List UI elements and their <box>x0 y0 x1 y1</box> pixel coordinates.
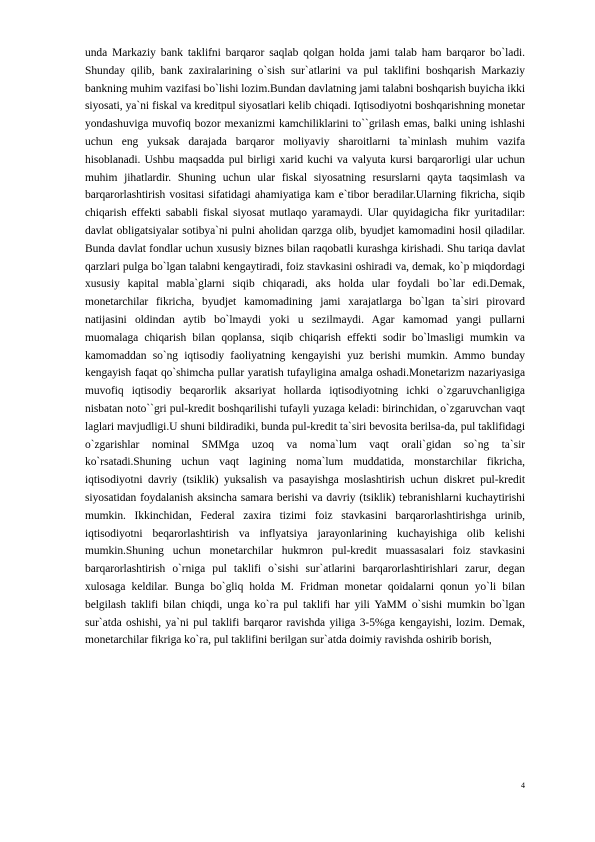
body-paragraph: unda Markaziy bank taklifni barqaror saqlab qolgan holda jami talab ham barqaror bo`ladi. Shunday qilib, bank zaxiralarining o`sish sur`atlarini va pul taklifini boshqarish Markaziy bankning muhim vazifasi bo`lishi lozim.Bundan davlatning jami talabni boshqarish buyicha ikki siyosati, ya`ni fiskal va kreditpul siyosatlari kelib chiqadi. Iqtisodiyotni boshqarishning monetar yondashuviga muvofiq bozor mexanizmi kamchiliklarini to``grilash emas, balki uning ishlashi uchun eng yuksak darajada barqaror moliyaviy sharoitlarni ta`minlash muhim vazifa hisoblanadi. Ushbu maqsadda pul birligi xarid kuchi va valyuta kursi barqarorligi ular uchun muhim jihatlardir. Shuning uchun ular fiskal siyosatning resurslarni qayta taqsimlash va barqarorlashtirish vositasi sifatidagi ahamiyatiga kam e`tibor beradilar.Ularning fikricha, siqib chiqarish effekti sababli fiskal siyosat mutlaqo yaramaydi. Ular quyidagicha fikr yuritadilar: davlat obligatsiyalar sotibya`ni pulni aholidan qarzga olib, byudjet kamomadini hosil qiladilar. Bunda davlat fondlar uchun xususiy biznes bilan raqobatli kurashga kirishadi. Shu tariqa davlat qarzlari pulga bo`lgan talabni kengaytiradi, foiz stavkasini oshiradi va, demak, ko`p miqdordagi xususiy kapital mabla`glarni siqib chiqaradi, aks holda ular foydali bo`lar edi.Demak, monetarchilar fikricha, byudjet kamomadining jami xarajatlarga bo`lgan ta`siri pirovard natijasini oldindan aytib bo`lmaydi yoki u sezilmaydi. Agar kamomad yangi pullarni muomalaga chiqarish bilan qoplansa, siqib chiqarish effekti sodir bo`lmasligi mumkin va kamomaddan so`ng iqtisodiy faoliyatning kengayishi yuz berishi mumkin. Ammo bunday kengayish faqat qo`shimcha pullar yaratish tufayligina amalga oshadi.Monetarizm nazariyasiga muvofiq iqtisodiy beqarorlik aksariyat hollarda iqtisodiyotning ichki o`zgaruvchanligiga nisbatan noto``gri pul-kredit boshqarilishi tufayli yuzaga keladi: birinchidan, o`zgaruvchan vaqt laglari mavjudligi.U shuni bildiradiki, bunda pul-kredit ta`siri bevosita berilsa-da, pul taklifidagi o`zgarishlar nominal SMMga uzoq va noma`lum vaqt orali`gidan so`ng ta`sir ko`rsatadi.Shuning uchun vaqt lagining noma`lum muddatida, monstarchilar fikricha, iqtisodiyotni davriy (tsiklik) yuksalish va pasayishga moslashtirish uchun diskret pul-kredit siyosatidan foydalanish aksincha samara berishi va davriy (tsiklik) tebranishlarni kuchaytirishi mumkin. Ikkinchidan, Federal zaxira tizimi foiz stavkasini barqarorlashtirishga urinib, iqtisodiyotni beqarorlashtirish va inflyatsiya jarayonlarining kuchayishiga olib kelishi mumkin.Shuning uchun monetarchilar hukmron pul-kredit muassasalari foiz stavkasini barqarorlashtirish o`rniga pul taklifi o`sishi sur`atlarini barqarorlashtirishlari zarur, degan xulosaga keldilar. Bunga bo`gliq holda M. Fridman monetar qoidalarni qonun yo`li bilan belgilash taklifi bilan chiqdi, unga ko`ra pul taklifi har yili YaMM o`sishi mumkin bo`lgan sur`atda oshishi, ya`ni pul taklifi barqaror ravishda yiliga 3-5%ga kengayishi, lozim. Demak, monetarchilar fikriga ko`ra, pul taklifini berilgan sur`atda doimiy ravishda oshirib borish, <box>85 47 525 647</box>
page-number: 4 <box>521 781 525 790</box>
